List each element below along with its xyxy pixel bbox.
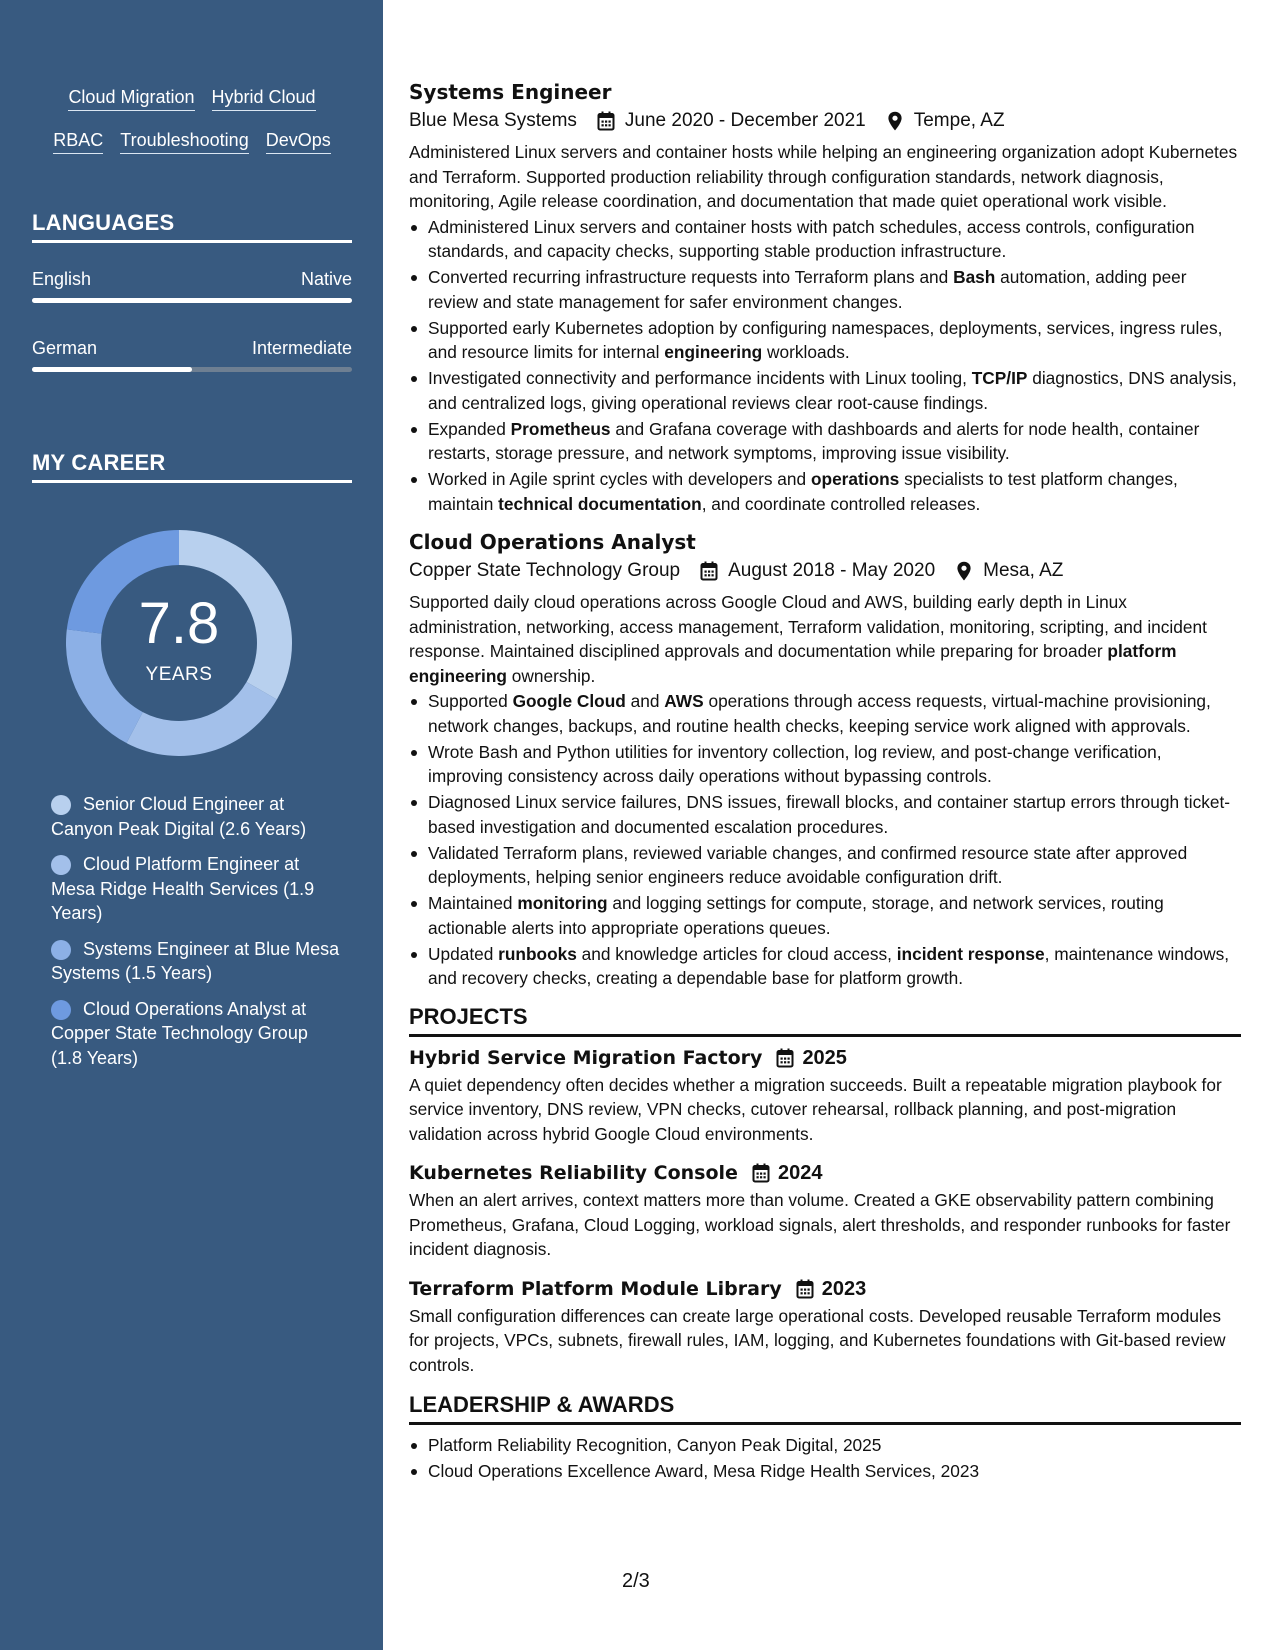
donut-segment-1 (126, 682, 276, 756)
calendar-icon (796, 1279, 814, 1299)
career-legend-text: Systems Engineer at Blue Mesa Systems (1.5 Years) (51, 938, 340, 983)
language-german (32, 337, 352, 372)
emphasis: runbooks (498, 943, 577, 964)
emphasis: monitoring (517, 893, 608, 913)
career-donut-chart (66, 530, 292, 756)
job-bullets (409, 689, 1241, 991)
emphasis: AWS (664, 691, 704, 711)
project-header (409, 1160, 1241, 1186)
awards-list (409, 1433, 1241, 1484)
job-company: Blue Mesa Systems (409, 110, 577, 131)
legend-dot-icon (51, 940, 71, 960)
career-legend-item (51, 997, 341, 1071)
job-bullet: Diagnosed Linux service failures, DNS issues, firewall blocks, and container startup errors through ticket-based investigation and documented escalation procedures. (409, 790, 1241, 839)
location-pin-icon (886, 111, 904, 131)
skills-tags (32, 86, 352, 172)
emphasis: Bash (953, 267, 996, 287)
emphasis: incident response (896, 943, 1045, 964)
calendar-icon (597, 111, 615, 131)
project-title: Hybrid Service Migration Factory (409, 1046, 763, 1069)
career-legend-item (51, 792, 341, 841)
job-location: Tempe, AZ (913, 110, 1005, 131)
job-bullet: Updated runbooks and knowledge articles for cloud access, incident response, maintenance windows, and recovery checks, creating a dependable base for platform growth. (409, 942, 1241, 991)
project-description: Small configuration differences can create large operational costs. Developed reusable Terraform modules for projects, VPCs, subnets, firewall rules, IAM, logging, and Kubernetes foundations with Git-based review controls. (409, 1305, 1226, 1375)
job-meta (409, 108, 1241, 134)
skill-tag: RBAC (53, 129, 103, 154)
sidebar (0, 0, 383, 1650)
career-legend-item (51, 852, 341, 926)
project-header (409, 1276, 1241, 1302)
job-location: Mesa, AZ (983, 560, 1064, 581)
job-summary: Supported daily cloud operations across Google Cloud and AWS, building early depth in Linux administration, networking, access management, Terraform validation, monitoring, scripting, and incident response. Maintained disciplined approvals and documentation while preparing for broader platform engineering ownership. (409, 592, 1207, 686)
career-total-years: 7.8 (138, 591, 220, 656)
emphasis: technical documentation (498, 493, 702, 514)
location-pin-icon (955, 561, 973, 581)
project-entry (409, 1276, 1241, 1378)
project-year: 2025 (802, 1046, 847, 1069)
job-bullet: Validated Terraform plans, reviewed variable changes, and confirmed resource state after approved deployments, helping senior engineers reduce avoidable configuration drift. (409, 841, 1241, 890)
career-legend-text: Cloud Operations Analyst at Copper State Technology Group (1.8 Years) (51, 998, 308, 1068)
language-name: English (32, 269, 92, 289)
career-legend-text: Senior Cloud Engineer at Canyon Peak Digital (2.6 Years) (51, 794, 307, 839)
award-item: Cloud Operations Excellence Award, Mesa Ridge Health Services, 2023 (409, 1459, 1241, 1484)
job-bullet: Wrote Bash and Python utilities for inventory collection, log review, and post-change verification, improving consistency across daily operations without bypassing controls. (409, 740, 1241, 789)
projects-list (409, 1045, 1241, 1378)
job-title: Systems Engineer (409, 80, 612, 104)
job-summary: Administered Linux servers and container hosts while helping an engineering organization adopt Kubernetes and Terraform. Supported production reliability through configuration standards, network diagnosis, monitoring, Agile release coordination, and documentation that made quiet operational work visible. (409, 142, 1238, 211)
emphasis: Google Cloud (512, 691, 626, 711)
job-bullet: Expanded Prometheus and Grafana coverage with dashboards and alerts for node health, container restarts, storage pressure, and network symptoms, improving issue visibility. (409, 417, 1241, 466)
job-bullet: Maintained monitoring and logging settings for compute, storage, and network services, routing actionable alerts into appropriate operations queues. (409, 891, 1241, 940)
emphasis: platform engineering (409, 641, 1177, 686)
main-content (409, 78, 1241, 1485)
language-level: Native (300, 269, 352, 289)
job-title: Cloud Operations Analyst (409, 530, 696, 554)
language-english (32, 268, 352, 303)
job-bullet: Converted recurring infrastructure requests into Terraform plans and Bash automation, adding peer review and state management for safer environment changes. (409, 265, 1241, 314)
emphasis: Prometheus (510, 418, 611, 439)
project-year: 2024 (777, 1162, 823, 1184)
language-name: German (32, 338, 98, 358)
project-entry (409, 1160, 1241, 1262)
job-company: Copper State Technology Group (409, 560, 681, 581)
skill-tag: Hybrid Cloud (212, 86, 316, 111)
language-proficiency-fill (32, 367, 192, 372)
job-bullet: Investigated connectivity and performance incidents with Linux tooling, TCP/IP diagnostics, DNS analysis, and centralized logs, giving operational reviews clear root-cause findings. (409, 366, 1241, 415)
language-proficiency-bar (32, 298, 352, 303)
emphasis: operations (810, 469, 900, 489)
career-legend-item (51, 937, 341, 986)
job-bullet: Supported early Kubernetes adoption by configuring namespaces, deployments, services, ingress rules, and resource limits for internal engineering workloads. (409, 316, 1241, 365)
experience-list (409, 78, 1241, 991)
language-proficiency-fill (32, 298, 352, 303)
project-year: 2023 (821, 1277, 867, 1300)
job-meta (409, 558, 1241, 584)
skills-row (32, 86, 352, 111)
job-bullet: Administered Linux servers and container hosts with patch schedules, access controls, configuration standards, and capacity checks, supporting stable production infrastructure. (409, 215, 1241, 264)
skills-row (32, 129, 352, 154)
career-legend (51, 792, 341, 1081)
legend-dot-icon (51, 795, 71, 815)
project-title: Kubernetes Reliability Console (409, 1162, 738, 1184)
projects-heading: PROJECTS (409, 1003, 1241, 1037)
project-header (409, 1045, 1241, 1071)
job-bullet: Supported Google Cloud and AWS operations through access requests, virtual-machine provisioning, network changes, backups, and routine health checks, keeping service work aligned with approvals. (409, 689, 1241, 738)
language-proficiency-bar (32, 367, 352, 372)
calendar-icon (776, 1048, 794, 1068)
emphasis: engineering (664, 342, 763, 362)
emphasis: TCP/IP (971, 368, 1028, 388)
legend-dot-icon (51, 1000, 71, 1020)
career-legend-text: Cloud Platform Engineer at Mesa Ridge Health Services (1.9 Years) (51, 854, 315, 923)
calendar-icon (700, 561, 718, 581)
languages-heading: LANGUAGES (32, 210, 352, 243)
project-title: Terraform Platform Module Library (409, 1277, 782, 1300)
project-entry (409, 1045, 1241, 1147)
career-total-unit: YEARS (145, 664, 213, 685)
award-item: Platform Reliability Recognition, Canyon Peak Digital, 2025 (409, 1433, 1241, 1458)
job-bullets (409, 215, 1241, 517)
skill-tag: DevOps (266, 129, 331, 154)
project-description: When an alert arrives, context matters more than volume. Created a GKE observability pattern combining Prometheus, Grafana, Cloud Logging, workload signals, alert thresholds, and responder runbooks for faster incident diagnosis. (409, 1190, 1231, 1259)
job-dates: August 2018 - May 2020 (728, 560, 936, 581)
skill-tag: Cloud Migration (68, 86, 194, 111)
awards-heading: LEADERSHIP & AWARDS (409, 1391, 1241, 1425)
legend-dot-icon (51, 855, 71, 875)
calendar-icon (752, 1163, 770, 1183)
job-bullet: Worked in Agile sprint cycles with developers and operations specialists to test platform changes, maintain technical documentation, and coordinate controlled releases. (409, 467, 1241, 516)
job-entry (409, 528, 1241, 991)
career-heading: MY CAREER (32, 450, 352, 483)
language-level: Intermediate (251, 338, 352, 358)
job-dates: June 2020 - December 2021 (624, 110, 866, 131)
page-number: 2/3 (622, 1570, 650, 1592)
job-entry (409, 78, 1241, 516)
skill-tag: Troubleshooting (120, 129, 248, 154)
project-description: A quiet dependency often decides whether a migration succeeds. Built a repeatable migration playbook for service inventory, DNS review, VPN checks, cutover rehearsal, rollback planning, and post-migration validation across hybrid Google Cloud environments. (409, 1074, 1222, 1144)
